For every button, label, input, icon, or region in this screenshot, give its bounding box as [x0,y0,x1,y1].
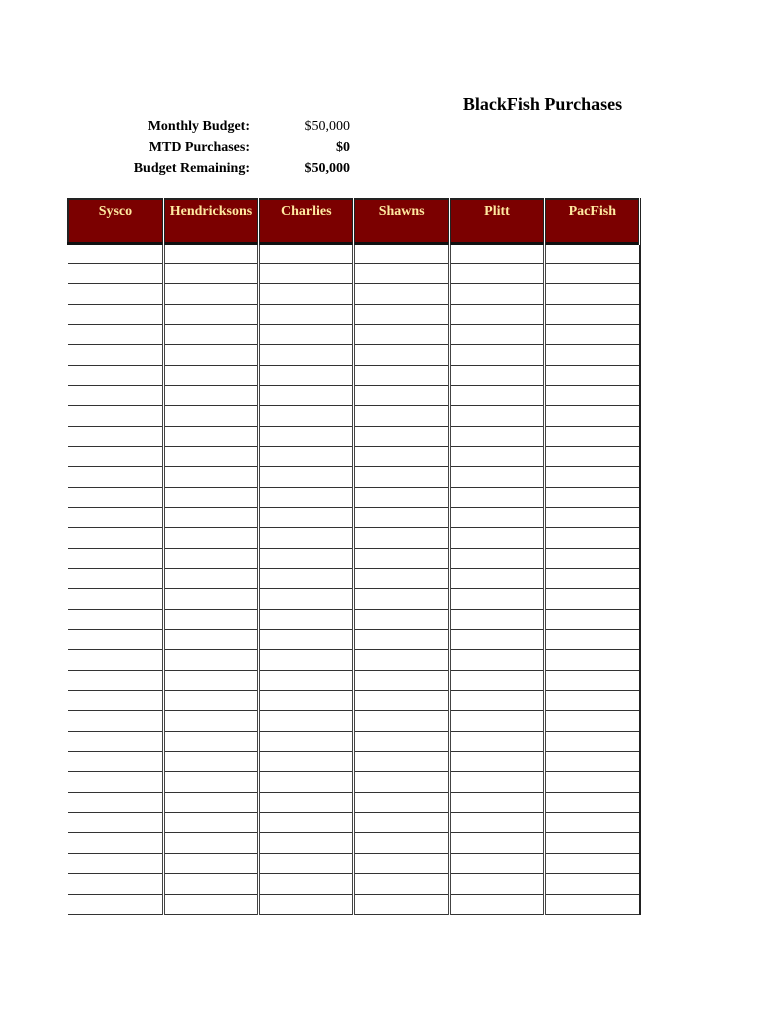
table-cell[interactable] [545,284,640,304]
table-cell[interactable] [259,792,354,812]
purchases-table [67,198,641,915]
column-header-plitt[interactable]: Plitt [449,199,544,243]
table-cell[interactable] [163,853,258,873]
table-cell[interactable] [354,630,449,650]
table-cell[interactable] [354,487,449,507]
table-cell[interactable] [163,324,258,344]
table-cell[interactable] [545,711,640,731]
table-cell[interactable] [259,487,354,507]
table-row [68,691,640,711]
table-cell[interactable] [68,894,163,914]
table-cell[interactable] [449,528,544,548]
table-row [68,569,640,589]
table-cell[interactable] [163,446,258,466]
table-row [68,894,640,914]
table-cell[interactable] [354,752,449,772]
table-cell[interactable] [163,548,258,568]
table-cell[interactable] [354,609,449,629]
table-cell[interactable] [259,833,354,853]
table-cell[interactable] [68,833,163,853]
table-cell[interactable] [449,609,544,629]
table-row [68,507,640,527]
table-body [68,243,640,914]
table-cell[interactable] [354,406,449,426]
table-cell[interactable] [354,853,449,873]
table-cell[interactable] [163,243,258,263]
table-cell[interactable] [259,406,354,426]
table-row [68,874,640,894]
table-cell[interactable] [449,446,544,466]
table-cell[interactable] [259,853,354,873]
summary-row-monthly-budget [100,116,360,137]
table-cell[interactable] [545,650,640,670]
table-cell[interactable] [354,589,449,609]
table-cell[interactable] [163,589,258,609]
table-cell[interactable] [545,426,640,446]
table-cell[interactable] [449,487,544,507]
table-cell[interactable] [259,813,354,833]
table-cell[interactable] [163,874,258,894]
table-cell[interactable] [449,731,544,751]
table-cell[interactable] [354,711,449,731]
table-cell[interactable] [163,406,258,426]
table-cell[interactable] [354,670,449,690]
table-cell[interactable] [449,324,544,344]
table-row [68,243,640,263]
column-header-shawns[interactable]: Shawns [354,199,449,243]
summary-row-mtd-purchases [100,137,360,158]
table-cell[interactable] [163,385,258,405]
table-cell[interactable] [354,446,449,466]
table-row [68,324,640,344]
table-cell[interactable] [449,772,544,792]
table-cell[interactable] [449,263,544,283]
table-cell[interactable] [259,507,354,527]
table-cell[interactable] [68,731,163,751]
table-row [68,446,640,466]
table-cell[interactable] [68,304,163,324]
table-cell[interactable] [545,324,640,344]
table-cell[interactable] [449,467,544,487]
table-row [68,406,640,426]
table-cell[interactable] [545,345,640,365]
summary-value[interactable]: $50,000 [304,119,350,134]
table-cell[interactable] [163,630,258,650]
table-cell[interactable] [259,894,354,914]
table-cell[interactable] [68,752,163,772]
table-cell[interactable] [163,569,258,589]
table-cell[interactable] [259,365,354,385]
table-cell[interactable] [354,345,449,365]
table-cell[interactable] [259,569,354,589]
table-cell[interactable] [259,263,354,283]
table-cell[interactable] [354,691,449,711]
table-row [68,345,640,365]
table-row [68,772,640,792]
summary-label: Monthly Budget: [147,119,250,134]
table-cell[interactable] [68,813,163,833]
table-row [68,833,640,853]
table-cell[interactable] [68,569,163,589]
table-cell[interactable] [68,589,163,609]
table-cell[interactable] [259,670,354,690]
table-cell[interactable] [449,853,544,873]
table-cell[interactable] [354,833,449,853]
table-cell[interactable] [545,833,640,853]
table-row [68,365,640,385]
table-cell[interactable] [68,284,163,304]
table-cell[interactable] [545,385,640,405]
table-cell[interactable] [354,324,449,344]
table-cell[interactable] [449,304,544,324]
table-header-row [68,199,640,243]
table-cell[interactable] [545,792,640,812]
table-cell[interactable] [449,345,544,365]
table-cell[interactable] [354,792,449,812]
table-cell[interactable] [354,385,449,405]
table-cell[interactable] [449,894,544,914]
table-cell[interactable] [259,711,354,731]
table-cell[interactable] [68,446,163,466]
table-cell[interactable] [449,385,544,405]
table-cell[interactable] [68,548,163,568]
table-cell[interactable] [163,345,258,365]
table-cell[interactable] [163,284,258,304]
table-cell[interactable] [68,609,163,629]
table-row [68,385,640,405]
summary-row-budget-remaining [100,158,360,179]
table-cell[interactable] [259,752,354,772]
table-cell[interactable] [545,446,640,466]
summary-label: Budget Remaining: [133,161,250,176]
table-row [68,263,640,283]
column-header-hendricksons[interactable]: Hendricksons [163,199,258,243]
table-cell[interactable] [68,711,163,731]
table-cell[interactable] [68,853,163,873]
table-cell[interactable] [163,731,258,751]
table-cell[interactable] [449,548,544,568]
table-cell[interactable] [163,365,258,385]
table-row [68,752,640,772]
table-cell[interactable] [259,426,354,446]
table-cell[interactable] [68,528,163,548]
table-cell[interactable] [545,589,640,609]
table-cell[interactable] [163,711,258,731]
table-cell[interactable] [449,284,544,304]
table-row [68,731,640,751]
table-cell[interactable] [354,772,449,792]
table-cell[interactable] [545,569,640,589]
table-cell[interactable] [354,263,449,283]
table-cell[interactable] [449,670,544,690]
table-cell[interactable] [163,426,258,446]
table-cell[interactable] [259,467,354,487]
table-cell[interactable] [259,345,354,365]
table-cell[interactable] [354,569,449,589]
table-cell[interactable] [68,385,163,405]
table-cell[interactable] [354,467,449,487]
table-cell[interactable] [68,792,163,812]
table-cell[interactable] [163,507,258,527]
budget-summary [100,116,360,179]
column-header-pacfish[interactable]: PacFish [545,199,640,243]
table-cell[interactable] [259,731,354,751]
table-cell[interactable] [449,589,544,609]
table-cell[interactable] [449,874,544,894]
table-cell[interactable] [354,813,449,833]
table-cell[interactable] [545,609,640,629]
table-cell[interactable] [68,467,163,487]
table-cell[interactable] [68,243,163,263]
table-cell[interactable] [259,324,354,344]
table-row [68,609,640,629]
table-cell[interactable] [259,589,354,609]
table-cell[interactable] [354,894,449,914]
table-cell[interactable] [68,691,163,711]
table-cell[interactable] [163,792,258,812]
table-cell[interactable] [545,243,640,263]
table-cell[interactable] [68,365,163,385]
table-cell[interactable] [545,507,640,527]
table-cell[interactable] [545,263,640,283]
summary-value[interactable]: $0 [336,140,350,155]
table-cell[interactable] [163,772,258,792]
summary-label: MTD Purchases: [148,140,250,155]
table-row [68,853,640,873]
table-cell[interactable] [68,487,163,507]
table-cell[interactable] [163,670,258,690]
table-row [68,548,640,568]
summary-value[interactable]: $50,000 [304,161,350,176]
table-row [68,589,640,609]
table-cell[interactable] [259,304,354,324]
table-cell[interactable] [259,609,354,629]
table-cell[interactable] [354,548,449,568]
table-cell[interactable] [545,874,640,894]
table-row [68,630,640,650]
table-cell[interactable] [68,345,163,365]
table-cell[interactable] [545,894,640,914]
table-row [68,650,640,670]
table-cell[interactable] [259,874,354,894]
table-cell[interactable] [259,630,354,650]
table-cell[interactable] [449,243,544,263]
table-cell[interactable] [545,304,640,324]
table-cell[interactable] [68,426,163,446]
table-cell[interactable] [163,487,258,507]
table-cell[interactable] [449,813,544,833]
table-cell[interactable] [68,670,163,690]
column-header-charlies[interactable]: Charlies [259,199,354,243]
table-cell[interactable] [449,792,544,812]
table-row [68,711,640,731]
table-cell[interactable] [163,467,258,487]
table-cell[interactable] [68,263,163,283]
table-cell[interactable] [545,813,640,833]
table-cell[interactable] [449,833,544,853]
table-cell[interactable] [449,752,544,772]
table-cell[interactable] [354,243,449,263]
table-cell[interactable] [68,406,163,426]
table-cell[interactable] [259,446,354,466]
table-row [68,528,640,548]
table-cell[interactable] [545,630,640,650]
table-cell[interactable] [259,650,354,670]
table-row [68,426,640,446]
table-cell[interactable] [545,406,640,426]
table-cell[interactable] [163,813,258,833]
table-cell[interactable] [545,467,640,487]
table-cell[interactable] [259,691,354,711]
table-row [68,813,640,833]
table-cell[interactable] [163,833,258,853]
table-cell[interactable] [163,691,258,711]
table-cell[interactable] [259,528,354,548]
table-cell[interactable] [68,507,163,527]
table-cell[interactable] [545,365,640,385]
table-cell[interactable] [259,243,354,263]
table-cell[interactable] [545,670,640,690]
table-cell[interactable] [259,772,354,792]
table-cell[interactable] [449,691,544,711]
table-cell[interactable] [449,569,544,589]
table-cell[interactable] [449,406,544,426]
table-cell[interactable] [354,650,449,670]
table-cell[interactable] [449,507,544,527]
table-row [68,487,640,507]
table-cell[interactable] [545,548,640,568]
table-cell[interactable] [163,304,258,324]
table-cell[interactable] [163,752,258,772]
page-title: BlackFish Purchases [462,94,623,114]
table-row [68,670,640,690]
table-cell[interactable] [354,426,449,446]
table-cell[interactable] [545,731,640,751]
table-cell[interactable] [68,650,163,670]
table-row [68,792,640,812]
table-cell[interactable] [545,752,640,772]
table-cell[interactable] [259,284,354,304]
table-cell[interactable] [449,630,544,650]
table-cell[interactable] [354,528,449,548]
table-cell[interactable] [163,650,258,670]
table-cell[interactable] [449,426,544,446]
table-cell[interactable] [68,874,163,894]
table-cell[interactable] [354,507,449,527]
table-row [68,467,640,487]
table-cell[interactable] [259,385,354,405]
table-cell[interactable] [449,650,544,670]
table-cell[interactable] [545,487,640,507]
table-cell[interactable] [354,365,449,385]
table-cell[interactable] [259,548,354,568]
table-row [68,284,640,304]
table-cell[interactable] [68,630,163,650]
table-cell[interactable] [545,853,640,873]
table-cell[interactable] [354,304,449,324]
table-cell[interactable] [354,284,449,304]
table-cell[interactable] [545,528,640,548]
table-cell[interactable] [354,874,449,894]
table-cell[interactable] [163,609,258,629]
table-cell[interactable] [163,894,258,914]
table-cell[interactable] [163,263,258,283]
table-cell[interactable] [68,772,163,792]
table-cell[interactable] [545,691,640,711]
table-cell[interactable] [449,365,544,385]
table-cell[interactable] [68,324,163,344]
table-row [68,304,640,324]
column-header-sysco[interactable]: Sysco [68,199,163,243]
table-cell[interactable] [545,772,640,792]
table-cell[interactable] [354,731,449,751]
table-cell[interactable] [163,528,258,548]
table-cell[interactable] [449,711,544,731]
